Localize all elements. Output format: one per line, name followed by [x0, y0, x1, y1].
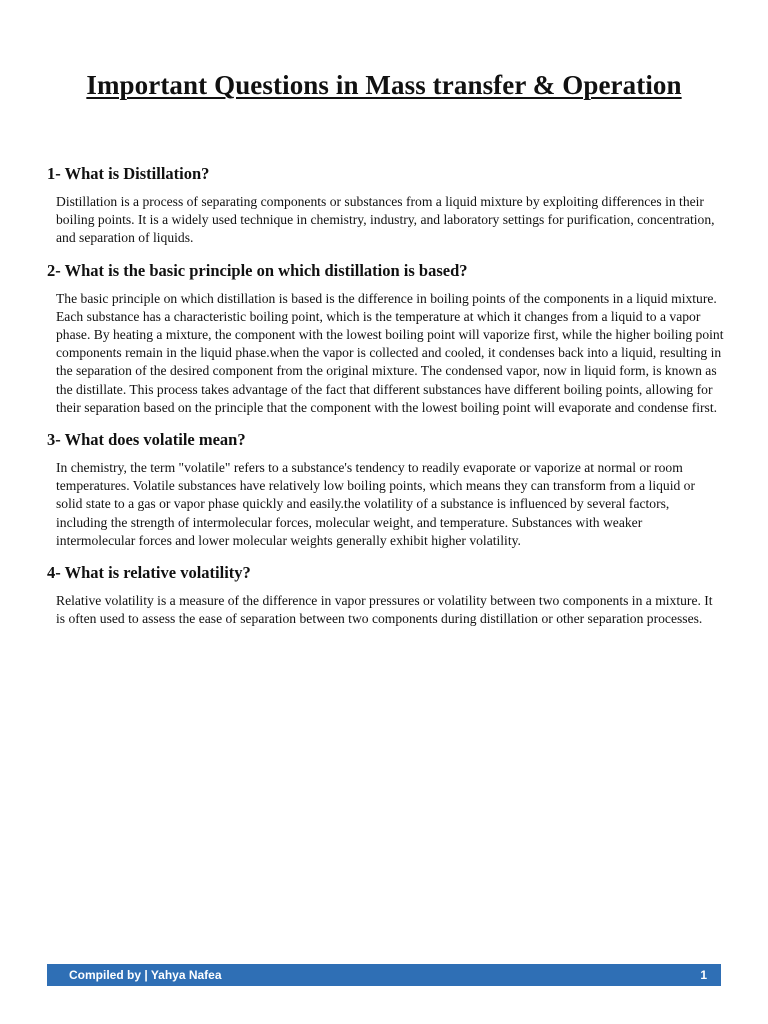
- answer-paragraph: Distillation is a process of separating components or substances from a liquid mixture by exploiting differences in their boiling points. It is a widely used technique in chemistry, industry, and laboratory settings for purification, concentration, and separation of liquids.: [56, 194, 715, 246]
- question-heading: 4- What is relative volatility?: [47, 563, 251, 583]
- document-body: [47, 163, 727, 640]
- page-number: 1: [700, 968, 707, 982]
- question-heading: 1- What is Distillation?: [47, 164, 210, 183]
- question-heading: 3- What does volatile mean?: [47, 430, 246, 450]
- question-heading: 2- What is the basic principle on which distillation is based?: [47, 260, 468, 280]
- footer-compiled-by: Compiled by | Yahya Nafea: [69, 968, 222, 982]
- section-2: [47, 260, 727, 417]
- section-1: [47, 163, 727, 248]
- answer-paragraph: Relative volatility is a measure of the difference in vapor pressures or volatility between two components in a mixture. It is often used to assess the ease of separation between two components during distillation or other separation processes.: [56, 593, 713, 627]
- answer-paragraph: The basic principle on which distillation is based is the difference in boiling points of the components in a liquid mixture. Each substance has a characteristic boiling point, which is the temperature at which it changes from a liquid to a vapor phase. By heating a mixture, the component with the lowest boiling point will vaporize first, while the higher boiling point components remain in the liquid phase.when the vapor is collected and cooled, it condenses back into a liquid, resulting in the separation of the desired component from the original mixture. The condensed vapor, now in liquid form, is known as the distillate. This process takes advantage of the fact that different substances have different boiling points, allowing for their separation based on the principle that the component with the lowest boiling point will evaporate and condense first.: [56, 290, 724, 415]
- footer-bar: [47, 964, 721, 986]
- section-3: [47, 429, 727, 550]
- answer-paragraph: In chemistry, the term "volatile" refers to a substance's tendency to readily evaporate or vaporize at normal or room temperatures. Volatile substances have relatively low boiling points, which means they can transform from a liquid or solid state to a gas or vapor phase quickly and easily.the volatility of a substance is influenced by several factors, including the strength of intermolecular forces, molecular weight, and temperature. Substances with weaker intermolecular forces and lower molecular weights generally exhibit higher volatility.: [56, 460, 695, 548]
- page-title: Important Questions in Mass transfer & Operation: [86, 70, 682, 100]
- section-4: [47, 562, 727, 628]
